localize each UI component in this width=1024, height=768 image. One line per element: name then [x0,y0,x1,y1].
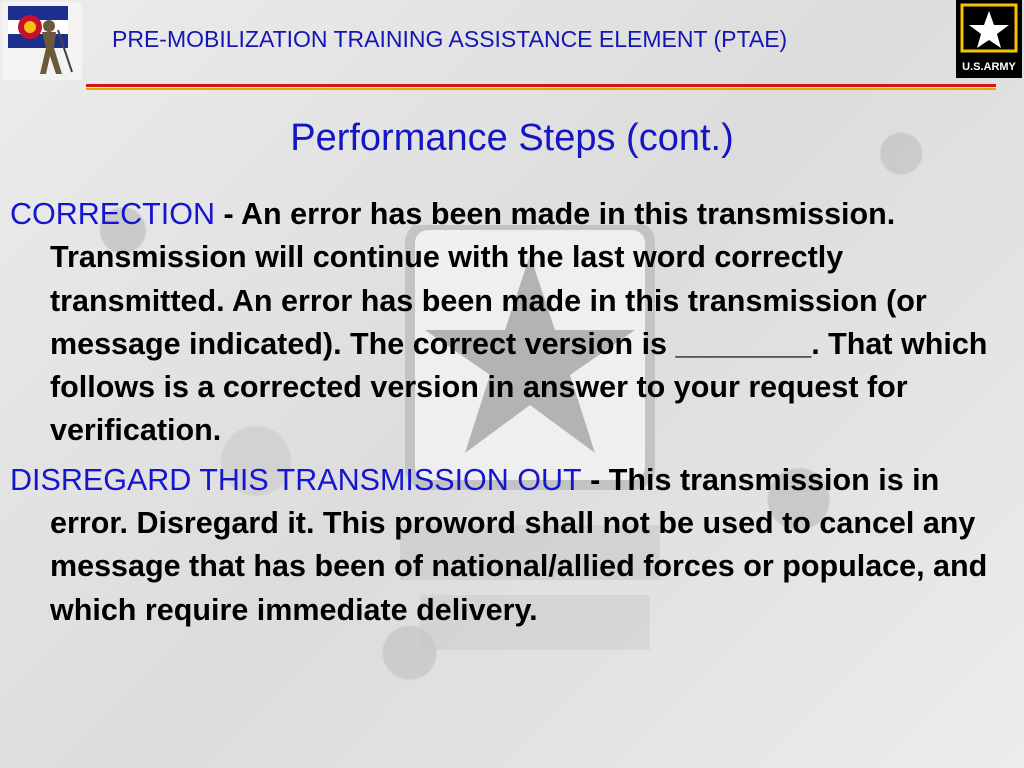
header-rule-gold [86,88,996,90]
colorado-minuteman-logo [2,2,82,80]
us-army-star-logo [956,0,1022,78]
army-logo-text: U.S.ARMY [962,61,1016,73]
list-item [10,193,1014,453]
proword-definition: - An error has been made in this transmission. Transmission will continue with the last word correctly transmitted. An error has been made in this transmission (or message indicated). The correct version is ________. That which follows is a corrected version in answer to your request for verification. [50,197,988,448]
slide-body [10,193,1014,638]
header [0,0,1024,88]
proword-definition: - This transmission is in error. Disregard it. This proword shall not be used to cancel any message that has been of national/allied forces or populace, and which require immediate delivery. [50,462,988,627]
header-title: PRE-MOBILIZATION TRAINING ASSISTANCE ELEMENT (PTAE) [112,26,788,52]
proword-term: CORRECTION [10,197,216,231]
proword-term: DISREGARD THIS TRANSMISSION OUT [10,462,582,497]
list-item [10,459,1014,632]
slide-title: Performance Steps (cont.) [290,117,734,159]
header-rule-red [86,84,996,87]
